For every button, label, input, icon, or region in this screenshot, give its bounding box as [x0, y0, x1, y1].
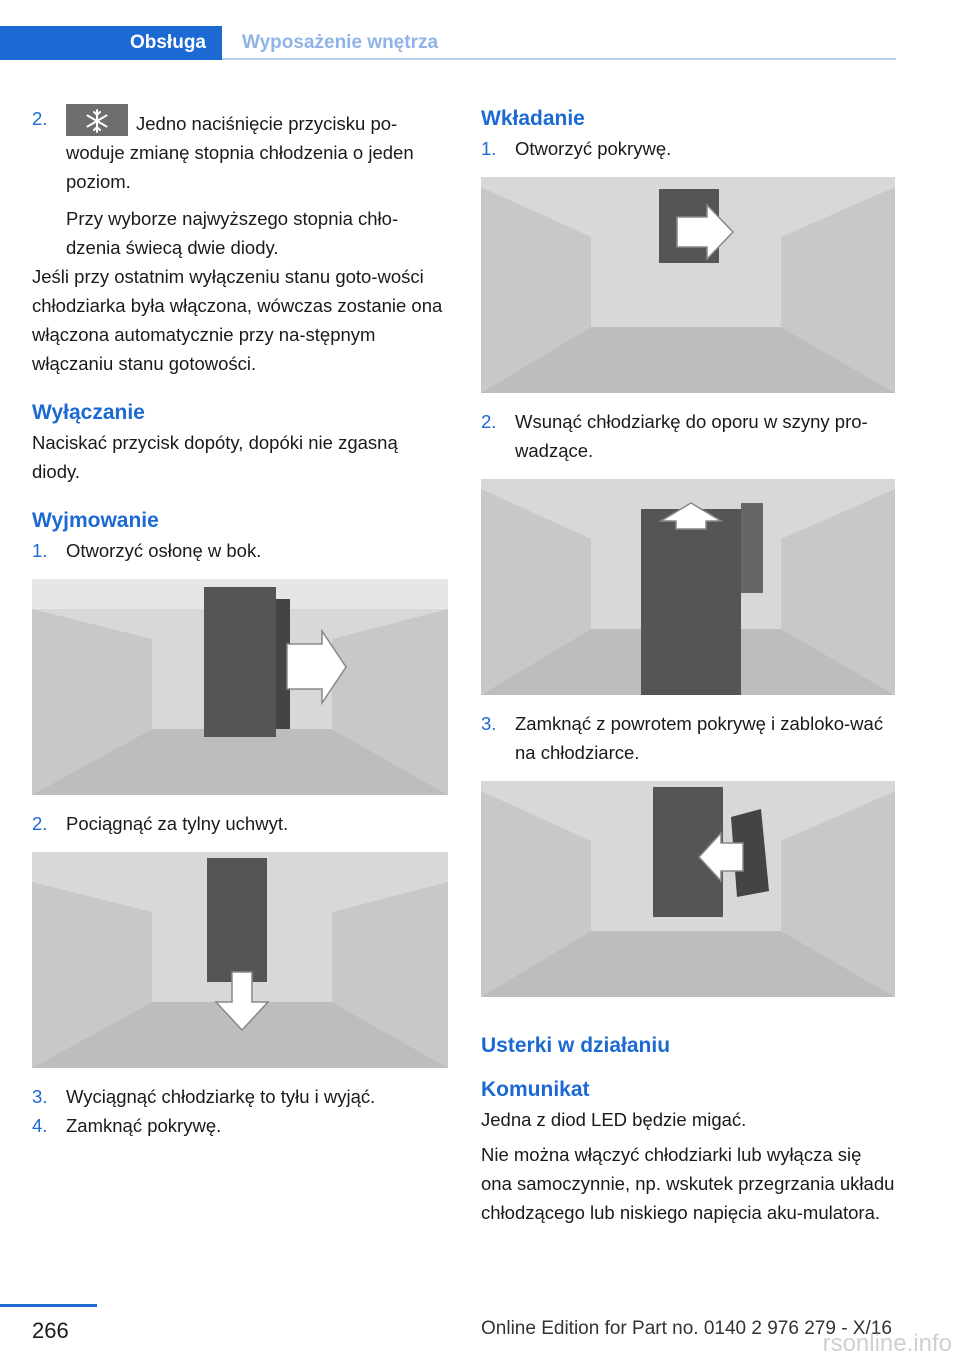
remove-step-2	[32, 809, 448, 838]
step-number: 2.	[481, 411, 497, 432]
page-number: 266	[32, 1318, 69, 1343]
photo-close-lid	[481, 781, 895, 997]
heading-insert: Wkładanie	[481, 107, 585, 130]
photo-pull-handle	[32, 852, 448, 1068]
step-number: 1.	[32, 540, 48, 561]
remove-step-1	[32, 536, 448, 565]
step-text-2: Przy wyborze najwyższego stopnia chło-dzenia świecą dwie diody.	[66, 208, 399, 258]
step-number: 1.	[481, 138, 497, 159]
off-text: Naciskać przycisk dopóty, dopóki nie zgasną diody.	[32, 432, 398, 482]
right-column	[481, 104, 895, 1227]
step-text: Wsunąć chłodziarkę do oporu w szyny pro-wadzące.	[515, 411, 868, 461]
insert-step-1	[481, 134, 895, 163]
paragraph: Jeśli przy ostatnim wyłączeniu stanu goto-wości chłodziarka była włączona, wówczas zostanie ona włączona automatycznie przy na-stępnym włączaniu stanu gotowości.	[32, 266, 443, 374]
heading-faults: Usterki w działaniu	[481, 1034, 671, 1057]
remove-step-4	[32, 1111, 448, 1140]
watermark: rsonline.info	[822, 1330, 952, 1357]
step-number: 2.	[32, 108, 48, 129]
tab-obsluga[interactable]: Obsługa	[0, 26, 222, 60]
heading-off: Wyłączanie	[32, 401, 145, 424]
message-text-2: Nie można włączyć chłodziarki lub wyłącza się ona samoczynnie, np. wskutek przegrzania układu chłodzącego lub niskiego napięcia aku-mulatora.	[481, 1144, 895, 1223]
step-2-cooling	[32, 104, 448, 262]
step-number: 3.	[481, 713, 497, 734]
step-number: 4.	[32, 1115, 48, 1136]
heading-remove: Wyjmowanie	[32, 509, 159, 532]
step-text: Otworzyć osłonę w bok.	[66, 540, 262, 561]
step-text: Otworzyć pokrywę.	[515, 138, 672, 159]
step-text: Wyciągnąć chłodziarkę to tyłu i wyjąć.	[66, 1086, 376, 1107]
photo-slide-in	[481, 479, 895, 695]
tab-wyposazenie[interactable]: Wyposażenie wnętrza	[242, 32, 439, 53]
step-text: Zamknąć z powrotem pokrywę i zabloko-wać na chłodziarce.	[515, 713, 884, 763]
insert-step-3	[481, 709, 895, 767]
photo-open-cover	[32, 579, 448, 795]
edition-footer: Online Edition for Part no. 0140 2 976 279 - X/16	[481, 1318, 892, 1339]
remove-step-3	[32, 1082, 448, 1111]
tab-underline	[222, 58, 896, 60]
page-number-rule	[0, 1304, 97, 1307]
step-number: 2.	[32, 813, 48, 834]
photo-open-lid	[481, 177, 895, 393]
header-tabs	[0, 26, 896, 60]
snowflake-icon	[66, 104, 128, 136]
message-text-1: Jedna z diod LED będzie migać.	[481, 1109, 747, 1130]
insert-step-2	[481, 407, 895, 465]
heading-message: Komunikat	[481, 1078, 590, 1101]
step-number: 3.	[32, 1086, 48, 1107]
step-text: Zamknąć pokrywę.	[66, 1115, 222, 1136]
step-text: Pociągnąć za tylny uchwyt.	[66, 813, 289, 834]
left-column	[32, 104, 448, 1140]
step-text: Jedno naciśnięcie przycisku po-woduje zmianę stopnia chłodzenia o jeden poziom.	[66, 104, 448, 196]
